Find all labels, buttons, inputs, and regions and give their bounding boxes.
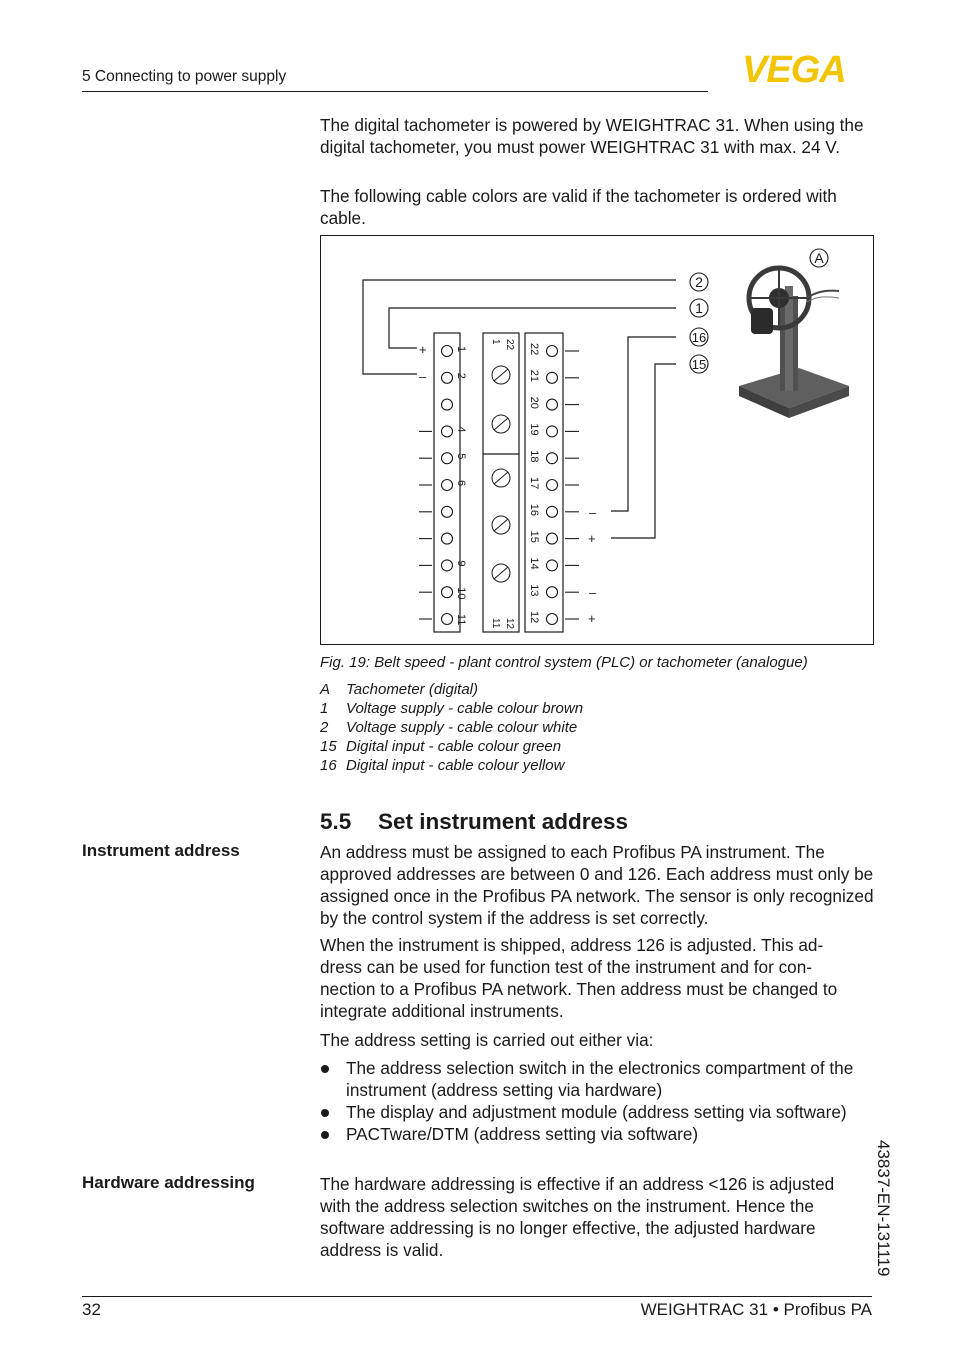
section-paragraph-2: When the instrument is shipped, address 126 is adjusted. This ad-dress can be used for function test of the instrument and for con-nection to a Profibus PA network. Then address must be changed to integrate additional instruments. (320, 935, 838, 1021)
terminal-circle (547, 399, 558, 410)
legend-item: 15 Digital input - cable colour green (320, 738, 562, 755)
left-sign-plus: + (419, 342, 427, 357)
terminal-label: 1 (455, 346, 467, 353)
terminal-label: 10 (455, 587, 467, 600)
terminal-label: 2 (455, 372, 467, 379)
wiring-diagram (321, 236, 873, 644)
right-sign-12: + (588, 611, 596, 626)
terminal-circle (442, 587, 453, 598)
document-number: 43837-EN-131119 (874, 1140, 893, 1277)
footer-rule (82, 1296, 872, 1297)
right-terminals (528, 343, 579, 625)
rotary-switch-pointer (494, 369, 508, 381)
list-item: The display and adjustment module (address setting via software) (320, 1101, 880, 1123)
terminal-circle (442, 346, 453, 357)
left-sign-minus: – (419, 369, 427, 384)
switch-label-11: 11 (490, 618, 501, 629)
terminal-label: 6 (455, 480, 467, 487)
terminal-circle (442, 560, 453, 571)
terminal-label: 14 (528, 557, 540, 570)
rotary-switch-pointer (494, 519, 508, 531)
terminal-label: 13 (528, 584, 540, 597)
terminal-label: 18 (528, 450, 540, 463)
rotary-switch-pointer (494, 567, 508, 579)
list-item: The address selection switch in the electronics compartment of the instrument (address setting via hardware) (320, 1057, 880, 1101)
marker-2: 2 (695, 274, 703, 290)
section-paragraph-3: The address setting is carried out either via: (320, 1030, 654, 1050)
terminal-circle (547, 480, 558, 491)
figure-legend (320, 680, 583, 775)
wiring-figure (320, 235, 874, 645)
terminal-label: 15 (528, 530, 540, 543)
legend-item: A Tachometer (digital) (320, 681, 479, 698)
marker-16: 16 (691, 330, 707, 345)
section-heading (320, 809, 628, 835)
side-heading-hardware-addressing: Hardware addressing (82, 1173, 255, 1192)
terminal-circle (442, 506, 453, 517)
terminal-circle (442, 453, 453, 464)
right-sign-15: + (588, 531, 596, 546)
legend-item: 1 Voltage supply - cable colour brown (320, 700, 584, 717)
terminal-label: 17 (528, 477, 540, 490)
address-methods-list (320, 1057, 880, 1145)
rotary-switch-pointer (494, 472, 508, 484)
section-paragraph-1: An address must be assigned to each Profibus PA instrument. The approved addresses are between 0 and 126. Each address must only be assigned once in the Profibus PA network. The sensor is only recognized by the control system if the address is set correctly. (320, 842, 874, 928)
terminal-circle (547, 346, 558, 357)
terminal-label: 11 (455, 614, 467, 626)
switch-label-22: 22 (504, 339, 515, 351)
switch-label-12: 12 (504, 618, 515, 630)
legend-item: 16 Digital input - cable colour yellow (320, 757, 565, 774)
terminal-circle (547, 506, 558, 517)
terminal-circle (547, 453, 558, 464)
terminal-circle (442, 614, 453, 625)
terminal-label: 5 (455, 453, 467, 460)
terminal-label: 4 (455, 426, 467, 433)
terminal-circle (442, 372, 453, 383)
running-header: 5 Connecting to power supply (82, 68, 287, 85)
terminal-circle (442, 399, 453, 410)
vega-logo (742, 52, 872, 84)
header-rule (82, 91, 708, 92)
terminal-circle (547, 533, 558, 544)
marker-1: 1 (695, 300, 703, 316)
intro-paragraph-2: The following cable colors are valid if the tachometer is ordered with cable. (320, 186, 837, 228)
section-number: 5.5 (320, 809, 352, 834)
section-title: Set instrument address (378, 809, 629, 834)
terminal-label: 19 (528, 423, 540, 436)
terminal-label: 12 (528, 611, 540, 624)
list-item: PACTware/DTM (address setting via software) (320, 1123, 880, 1145)
terminal-circle (547, 426, 558, 437)
terminal-circle (547, 372, 558, 383)
switch-label-1: 1 (490, 339, 501, 345)
marker-a: A (814, 250, 824, 266)
side-heading-instrument-address: Instrument address (82, 841, 240, 860)
figure-caption: Fig. 19: Belt speed - plant control system (PLC) or tachometer (analogue) (320, 654, 808, 671)
terminal-circle (547, 560, 558, 571)
terminal-label: 22 (528, 343, 540, 356)
terminal-label: 9 (455, 560, 467, 567)
footer-product: WEIGHTRAC 31 • Profibus PA (640, 1300, 872, 1319)
marker-15: 15 (691, 357, 707, 372)
terminal-label: 20 (528, 396, 540, 409)
terminal-circle (547, 614, 558, 625)
legend-item: 2 Voltage supply - cable colour white (320, 719, 578, 736)
intro-paragraph-1: The digital tachometer is powered by WEIGHTRAC 31. When using the digital tachometer, you must power WEIGHTRAC 31 with max. 24 V. (320, 115, 864, 157)
terminal-circle (442, 533, 453, 544)
tachometer-illustration (739, 268, 849, 418)
page-number: 32 (82, 1300, 101, 1319)
terminal-label: 21 (528, 369, 540, 383)
terminal-circle (442, 480, 453, 491)
section-paragraph-4: The hardware addressing is effective if an address <126 is adjusted with the address selection switches on the instrument. Hence the software addressing is no longer effective, the adjusted hardware address is valid. (320, 1174, 835, 1260)
terminal-circle (547, 587, 558, 598)
terminal-circle (442, 426, 453, 437)
right-sign-16: – (589, 505, 597, 520)
rotary-switch-pointer (494, 418, 508, 430)
brand-wordmark: VEGA (742, 52, 846, 84)
right-sign-13: – (589, 585, 597, 600)
terminal-label: 16 (528, 503, 540, 517)
